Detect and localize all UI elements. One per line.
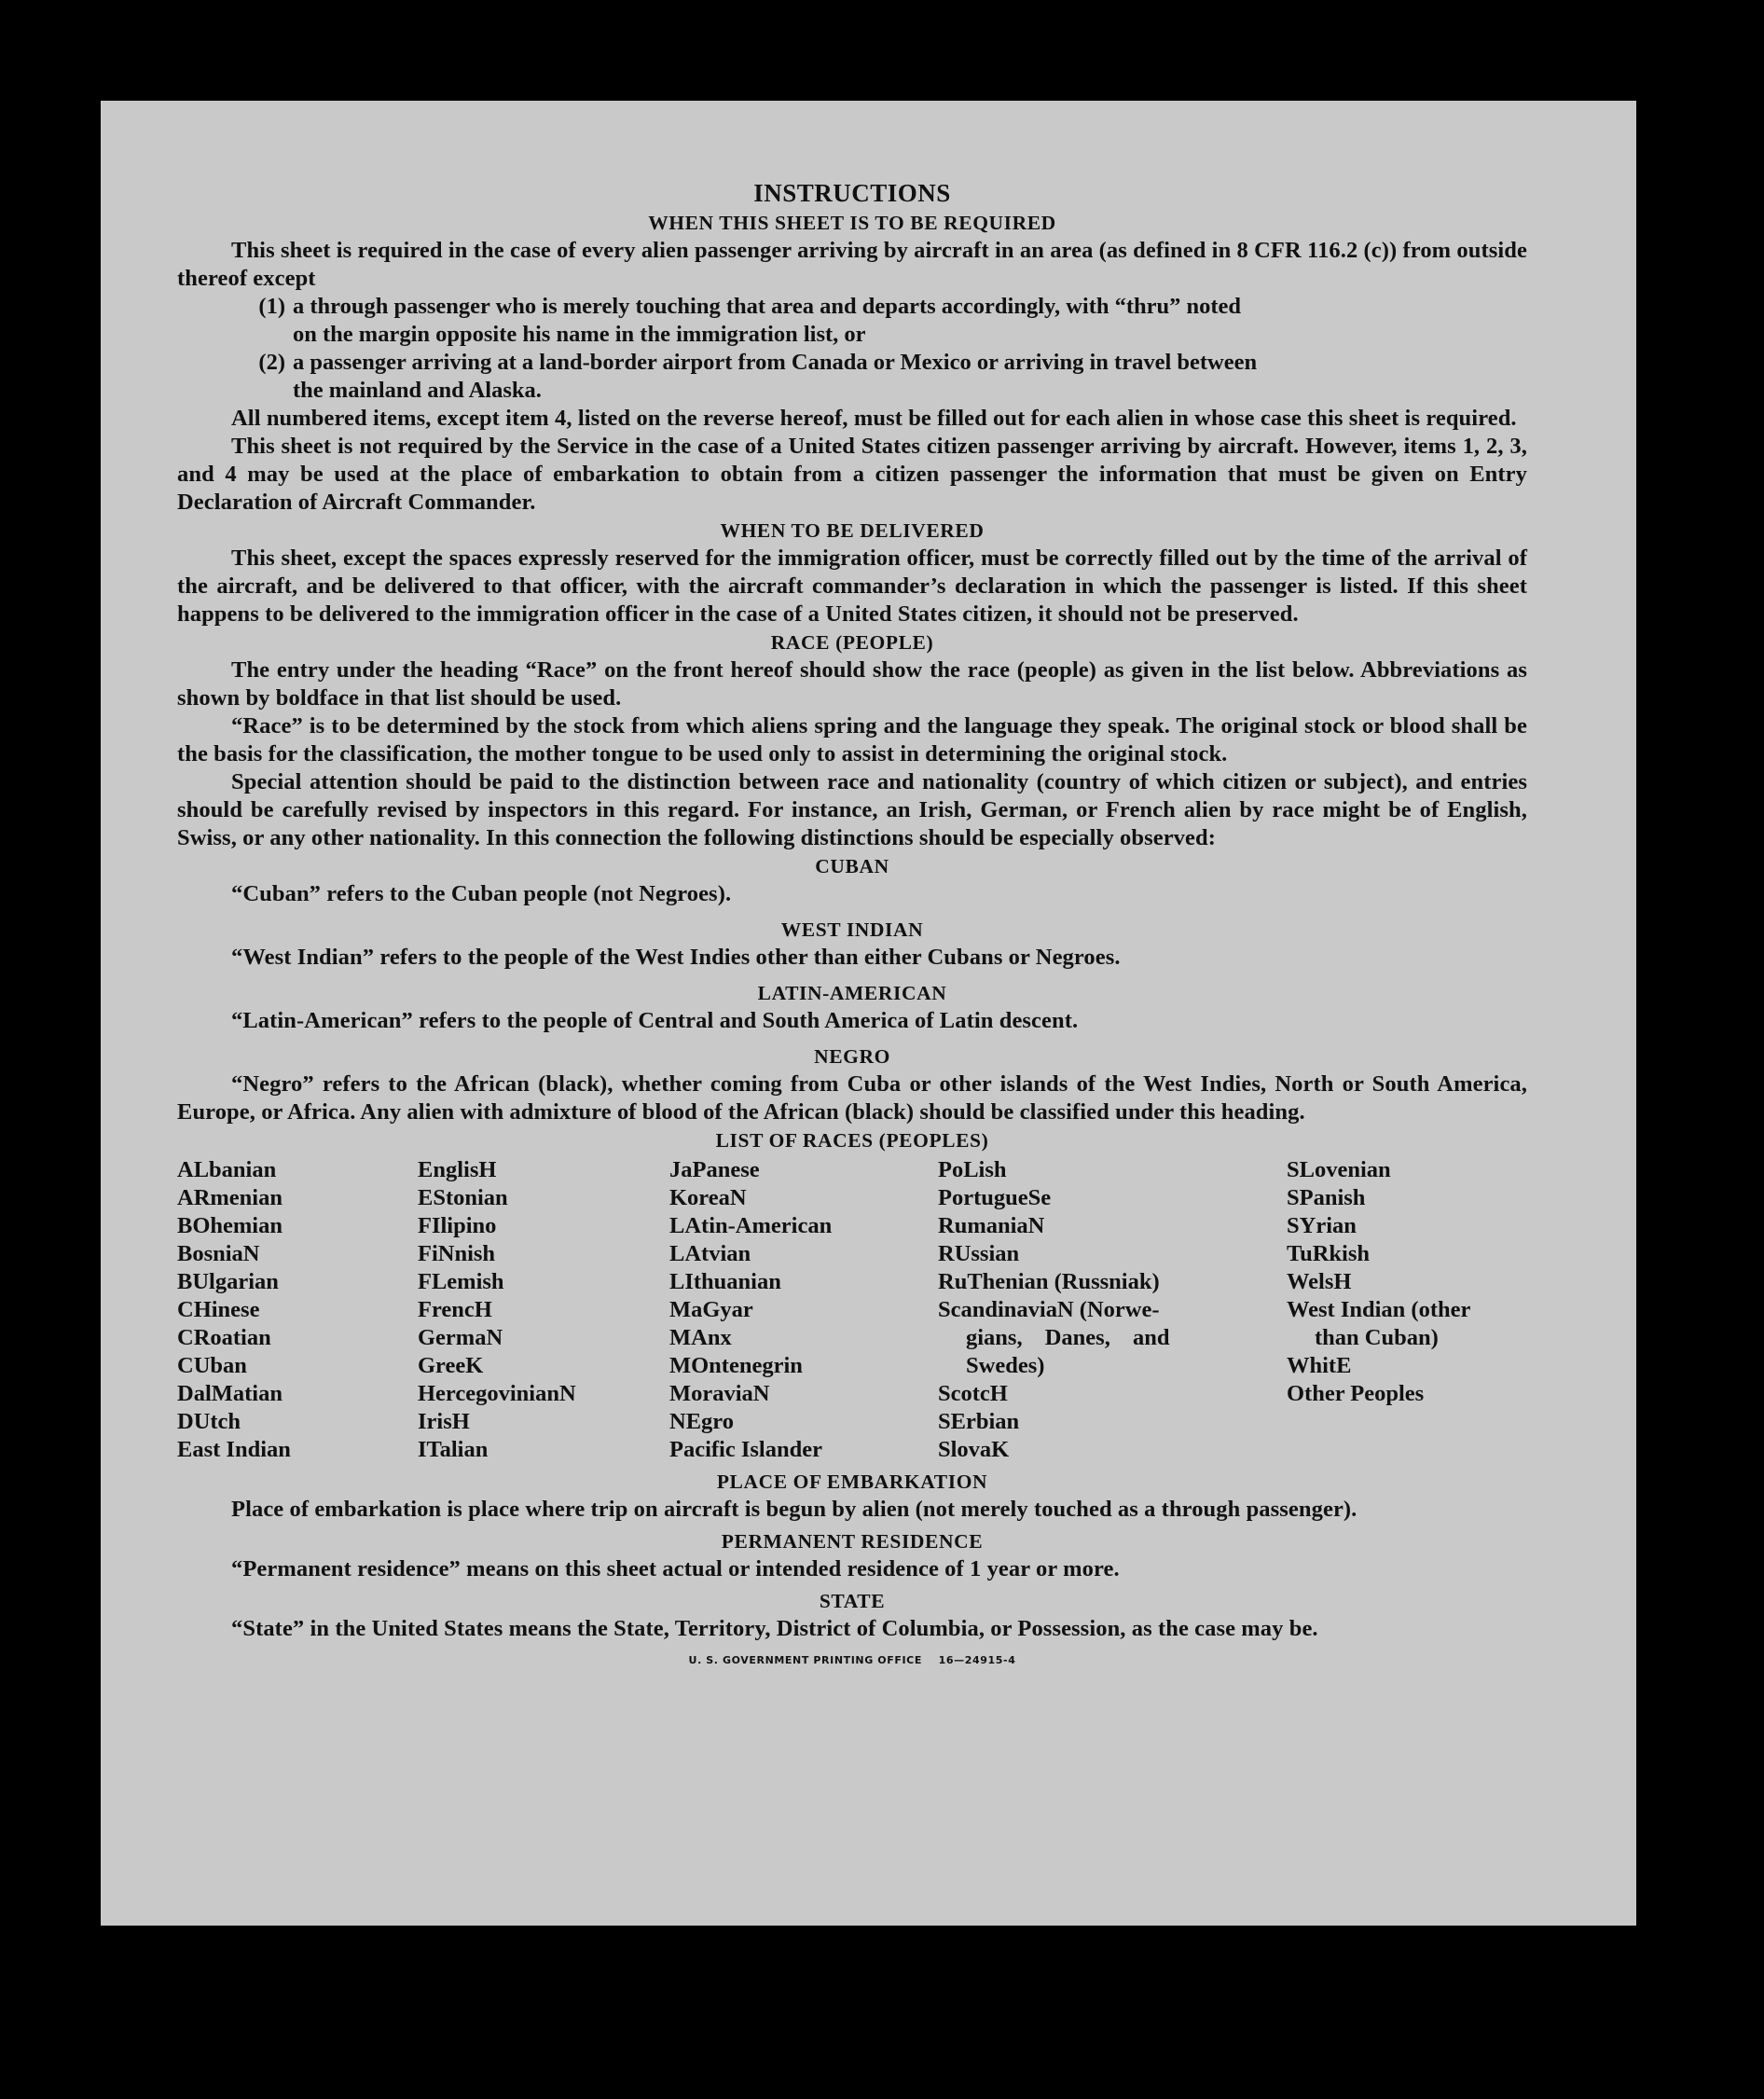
race-entry: MoraviaN xyxy=(669,1381,770,1406)
race-paragraph-1: The entry under the heading “Race” on the front hereof should show the race (people) as given in the list below. Abbreviations as shown by boldface in that list should be used. xyxy=(177,657,1527,711)
race-entry: RuThenian (Russniak) xyxy=(938,1269,1160,1294)
race-entry: WhitE xyxy=(1287,1353,1352,1378)
item-text-line: on the margin opposite his name in the immigration list, or xyxy=(293,322,866,347)
races-column-4 xyxy=(938,1156,1287,1464)
instructions-content xyxy=(177,177,1527,1666)
race-entry: MaGyar xyxy=(669,1297,753,1322)
embarkation-paragraph: Place of embarkation is place where trip on aircraft is begun by alien (not merely touched as a through passenger). xyxy=(231,1497,1357,1522)
section-heading-race: RACE (PEOPLE) xyxy=(770,631,934,654)
race-entry: Pacific Islander xyxy=(669,1437,822,1462)
item-text-line: a passenger arriving at a land-border airport from Canada or Mexico or arriving in travel between xyxy=(293,350,1258,375)
required-paragraph-3: This sheet is not required by the Service in the case of a United States citizen passenger arriving by aircraft. However, items 1, 2, 3, and 4 may be used at the place of embarkation to obtain from a citizen passenger the information that must be given on Entry Declaration of Aircraft Commander. xyxy=(177,434,1527,515)
section-heading-races-list: LIST OF RACES (PEOPLES) xyxy=(715,1129,989,1152)
race-entry: EStonian xyxy=(418,1185,508,1210)
race-entry: BUlgarian xyxy=(177,1269,279,1294)
race-entry: LIthuanian xyxy=(669,1269,781,1294)
section-heading-required: WHEN THIS SHEET IS TO BE REQUIRED xyxy=(648,212,1056,234)
item-text-line: the mainland and Alaska. xyxy=(293,378,542,403)
race-entry: SLovenian xyxy=(1287,1157,1391,1182)
section-heading-latin-american: LATIN-AMERICAN xyxy=(757,982,947,1004)
race-entry: RumaniaN xyxy=(938,1213,1045,1238)
section-heading-cuban: CUBAN xyxy=(815,855,889,877)
races-column-2 xyxy=(418,1156,669,1464)
race-entry: JaPanese xyxy=(669,1157,760,1182)
race-entry-continued: Swedes) xyxy=(966,1353,1045,1378)
race-entry: KoreaN xyxy=(669,1185,747,1210)
section-heading-west-indian: WEST INDIAN xyxy=(780,918,924,941)
section-heading-negro: NEGRO xyxy=(814,1045,890,1068)
race-entry: GermaN xyxy=(418,1325,503,1350)
printing-office-imprint: U. S. GOVERNMENT PRINTING OFFICE 16—24915-4 xyxy=(688,1654,1016,1666)
residence-paragraph: “Permanent residence” means on this sheet actual or intended residence of 1 year or more. xyxy=(231,1556,1120,1581)
race-entry: CRoatian xyxy=(177,1325,271,1350)
race-entry: HercegovinianN xyxy=(418,1381,576,1406)
race-entry: CHinese xyxy=(177,1297,260,1322)
race-entry: WelsH xyxy=(1287,1269,1352,1294)
race-paragraph-3: Special attention should be paid to the distinction between race and nationality (country of which citizen or subject), and entries should be carefully revised by inspectors in this regard. For instance, an Irish, German, or French alien by race might be of English, Swiss, or any other nationality. In this connection the following distinctions should be especially observed: xyxy=(177,769,1527,850)
west-indian-paragraph: “West Indian” refers to the people of the West Indies other than either Cubans or Negroes. xyxy=(231,945,1121,970)
race-entry: FrencH xyxy=(418,1297,492,1322)
race-entry: PortugueSe xyxy=(938,1185,1052,1210)
race-entry: CUban xyxy=(177,1353,247,1378)
section-heading-delivered: WHEN TO BE DELIVERED xyxy=(720,519,985,542)
race-entry: SPanish xyxy=(1287,1185,1366,1210)
race-entry: RUssian xyxy=(938,1241,1020,1266)
race-entry: ScandinaviaN (Norwe- xyxy=(938,1297,1160,1322)
section-heading-state: STATE xyxy=(819,1590,886,1612)
race-entry: LAtin-American xyxy=(669,1213,833,1238)
race-entry: MOntenegrin xyxy=(669,1353,803,1378)
race-entry: FiNnish xyxy=(418,1241,496,1266)
race-entry: SErbian xyxy=(938,1409,1020,1434)
race-entry: LAtvian xyxy=(669,1241,751,1266)
race-entry: EnglisH xyxy=(418,1157,497,1182)
races-column-5 xyxy=(1287,1156,1527,1464)
latin-american-paragraph: “Latin-American” refers to the people of Central and South America of Latin descent. xyxy=(231,1008,1079,1033)
race-paragraph-2: “Race” is to be determined by the stock from which aliens spring and the language they speak. The original stock or blood shall be the basis for the classification, the mother tongue to be used only to assist in determining the original stock. xyxy=(177,713,1527,766)
race-entry: SYrian xyxy=(1287,1213,1357,1238)
race-entry: SlovaK xyxy=(938,1437,1010,1462)
race-entry: MAnx xyxy=(669,1325,732,1350)
race-entry: FLemish xyxy=(418,1269,504,1294)
race-entry: FIlipino xyxy=(418,1213,497,1238)
races-list xyxy=(177,1156,1527,1464)
race-entry: Other Peoples xyxy=(1287,1381,1425,1406)
race-entry: NEgro xyxy=(669,1409,734,1434)
races-column-1 xyxy=(177,1156,418,1464)
cuban-paragraph: “Cuban” refers to the Cuban people (not Negroes). xyxy=(231,881,732,906)
delivered-paragraph: This sheet, except the spaces expressly reserved for the immigration officer, must be correctly filled out by the time of the arrival of the aircraft, and be delivered to that officer, with the aircraft commander’s declaration in which the passenger is listed. If this sheet happens to be delivered to the immigration officer in the case of a United States citizen, it should not be preserved. xyxy=(177,545,1527,627)
exception-item-2 xyxy=(177,349,1527,405)
race-entry: East Indian xyxy=(177,1437,291,1462)
section-heading-embarkation: PLACE OF EMBARKATION xyxy=(716,1471,988,1493)
section-heading-residence: PERMANENT RESIDENCE xyxy=(721,1530,984,1553)
required-paragraph-2: All numbered items, except item 4, listed on the reverse hereof, must be filled out for each alien in whose case this sheet is required. xyxy=(231,406,1517,431)
race-entry: DalMatian xyxy=(177,1381,283,1406)
negro-paragraph: “Negro” refers to the African (black), whether coming from Cuba or other islands of the West Indies, North or South America, Europe, or Africa. Any alien with admixture of blood of the African (black) should be classified under this heading. xyxy=(177,1071,1527,1125)
race-entry: ITalian xyxy=(418,1437,489,1462)
race-entry-continued: gians, Danes, and xyxy=(966,1325,1170,1350)
exception-item-1 xyxy=(177,293,1527,349)
item-number: (2) xyxy=(258,350,285,375)
races-column-3 xyxy=(669,1156,938,1464)
race-entry: ARmenian xyxy=(177,1185,283,1210)
race-entry: TuRkish xyxy=(1287,1241,1371,1266)
item-text-line: a through passenger who is merely touching that area and departs accordingly, with “thru” noted xyxy=(293,294,1242,319)
item-number: (1) xyxy=(258,294,285,319)
race-entry: PoLish xyxy=(938,1157,1007,1182)
race-entry: ScotcH xyxy=(938,1381,1008,1406)
state-paragraph: “State” in the United States means the State, Territory, District of Columbia, or Possession, as the case may be. xyxy=(231,1616,1318,1641)
race-entry-continued: than Cuban) xyxy=(1315,1325,1439,1350)
race-entry: DUtch xyxy=(177,1409,241,1434)
required-intro: This sheet is required in the case of every alien passenger arriving by aircraft in an area (as defined in 8 CFR 116.2 (c)) from outside thereof except xyxy=(177,238,1527,291)
race-entry: IrisH xyxy=(418,1409,470,1434)
race-entry: BOhemian xyxy=(177,1213,283,1238)
page-title: INSTRUCTIONS xyxy=(753,179,951,207)
race-entry: ALbanian xyxy=(177,1157,277,1182)
race-entry: GreeK xyxy=(418,1353,484,1378)
race-entry: BosniaN xyxy=(177,1241,260,1266)
race-entry: West Indian (other xyxy=(1287,1297,1471,1322)
